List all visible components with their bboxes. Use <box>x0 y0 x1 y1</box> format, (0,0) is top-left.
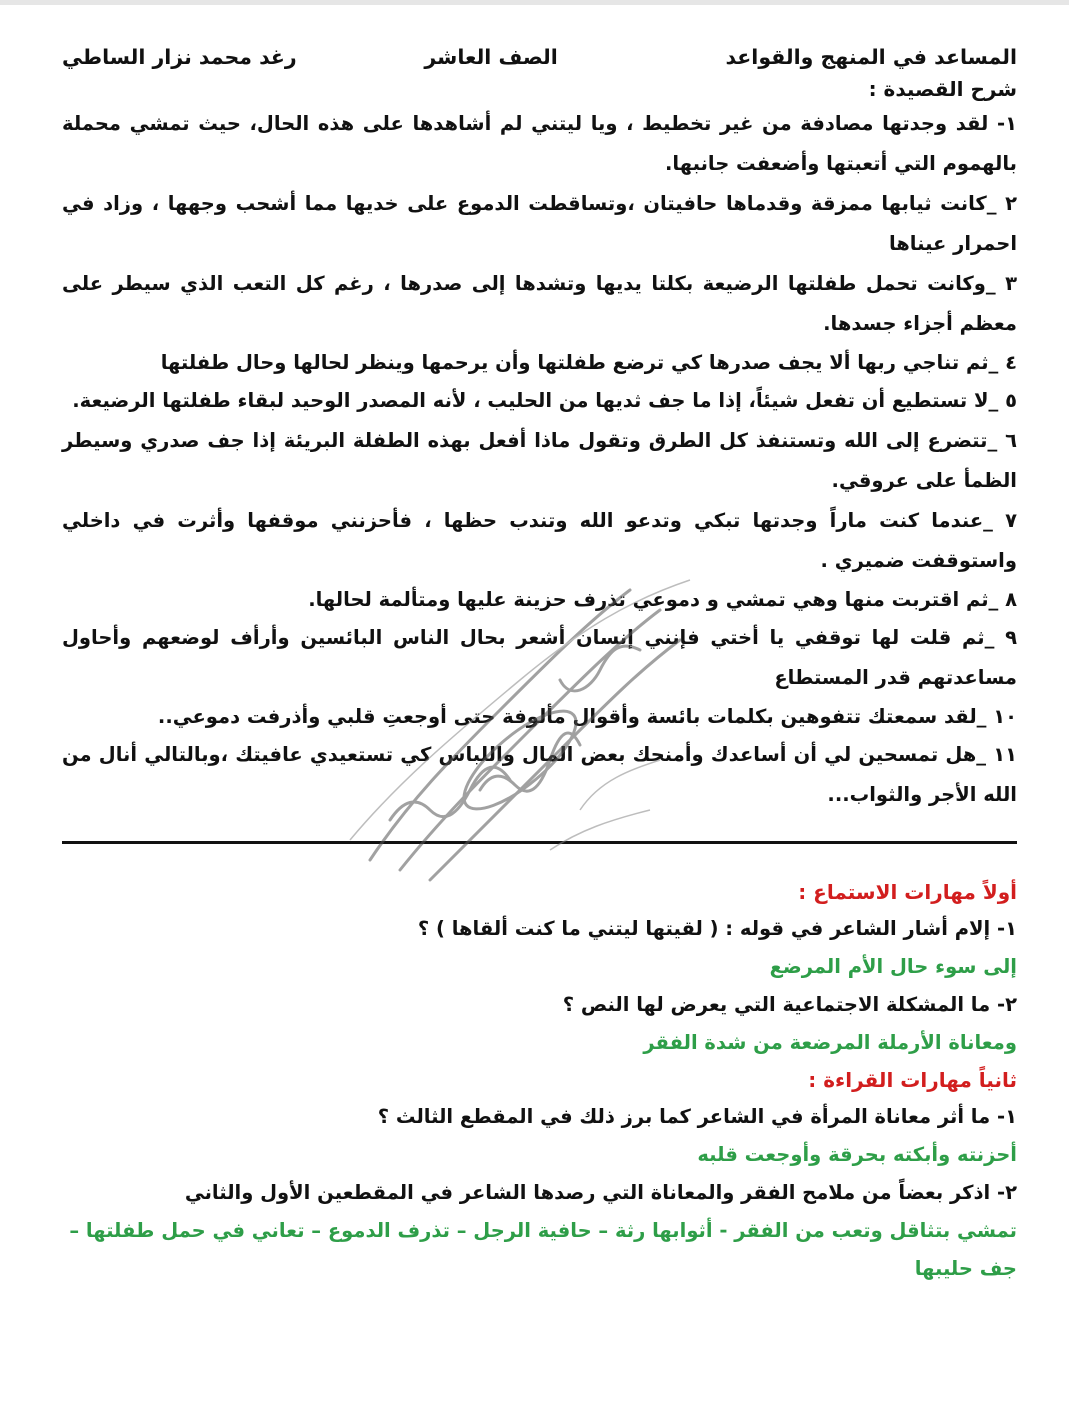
page-header <box>62 40 1017 74</box>
listening-question-2: ٢- ما المشكلة الاجتماعية التي يعرض لها النص ؟ <box>562 993 1017 1016</box>
explanation-title: شرح القصيدة : <box>868 77 1017 101</box>
grade-label: الصف العاشر <box>424 45 558 69</box>
reading-question-1: ١- ما أثر معاناة المرأة في الشاعر كما برز ذلك في المقطع الثالث ؟ <box>377 1105 1017 1128</box>
top-border <box>0 0 1069 5</box>
explanation-item: ٧ _عندما كنت ماراً وجدتها تبكي وتدعو الله وتندب حظها ، فأحزنني موقفها وأثرت في داخلي واستوقفت ضميري . <box>62 509 1017 572</box>
explanation-item: ٢ _كانت ثيابها ممزقة وقدماها حافيتان ،وتساقطت الدموع على خديها مما أشحب وجهها ، وزاد في احمرار عيناها <box>62 192 1017 255</box>
listening-answer-2: ومعاناة الأرملة المرضعة من شدة الفقر <box>643 1031 1017 1054</box>
listening-title: أولاً مهارات الاستماع : <box>798 880 1017 904</box>
section-divider <box>62 841 1017 844</box>
explanation-item: ١- لقد وجدتها مصادفة من غير تخطيط ، ويا ليتني لم أشاهدها على هذه الحال، حيث تمشي محملة بالهموم التي أتعبتها وأضعفت جانبها. <box>62 112 1017 175</box>
explanation-item: ٣ _وكانت تحمل طفلتها الرضيعة بكلتا يديها وتشدها إلى صدرها ، رغم كل التعب الذي سيطر على معظم أجزاء جسدها. <box>62 272 1017 335</box>
explanation-item: ٩ _ثم قلت لها توقفي يا أختي فإنني إنسان أشعر بحال الناس البائسين وأرأف لوضعهم وأحاول مساعدتهم قدر المستطاع <box>62 626 1017 689</box>
explanation-item: ١٠ _لقد سمعتك تتفوهين بكلمات بائسة وأقوال مألوفة حتى أوجعتِ قلبي وأذرفت دموعي.. <box>157 705 1017 728</box>
reading-title: ثانياً مهارات القراءة : <box>808 1068 1017 1092</box>
explanation-item: ٦ _تتضرع إلى الله وتستنفذ كل الطرق وتقول ماذا أفعل بهذه الطفلة البريئة إذا جف صدري وسيطر الظمأ على عروقي. <box>62 429 1017 492</box>
author-name: رغد محمد نزار الساطي <box>62 45 297 69</box>
explanation-item: ٥ _لا تستطيع أن تفعل شيئاً، إذا ما جف ثديها من الحليب ، لأنه المصدر الوحيد لبقاء طفلتها الرضيعة. <box>72 389 1017 412</box>
listening-answer-1: إلى سوء حال الأم المرضع <box>769 955 1017 978</box>
subject-title: المساعد في المنهج والقواعد <box>725 45 1017 69</box>
reading-answer-1: أحزنته وأبكته بحرقة وأوجعت قلبه <box>697 1143 1017 1166</box>
explanation-item: ٤ _ثم تناجي ربها ألا يجف صدرها كي ترضع طفلتها وأن يرحمها وينظر لحالها وحال طفلتها <box>160 351 1017 374</box>
listening-question-1: ١- إلام أشار الشاعر في قوله : ( لقيتها ليتني ما كنت ألقاها ) ؟ <box>417 917 1017 940</box>
explanation-item: ١١ _هل تمسحين لي أن أساعدك وأمنحك بعض المال واللباس كي تستعيدي عافيتك ،وبالتالي أنال من الله الأجر والثواب... <box>62 743 1017 806</box>
explanation-item: ٨ _ثم اقتربت منها وهي تمشي و دموعي تذرف حزينة عليها ومتألمة لحالها. <box>308 588 1017 611</box>
reading-question-2: ٢- اذكر بعضاً من ملامح الفقر والمعاناة التي رصدها الشاعر في المقطعين الأول والثاني <box>184 1181 1017 1204</box>
document-page <box>62 40 1017 1288</box>
reading-answer-2: تمشي بتثاقل وتعب من الفقر - أثوابها رثة – حافية الرجل – تذرف الدموع – تعاني في حمل طفلتها – جف حليبها <box>69 1219 1017 1280</box>
